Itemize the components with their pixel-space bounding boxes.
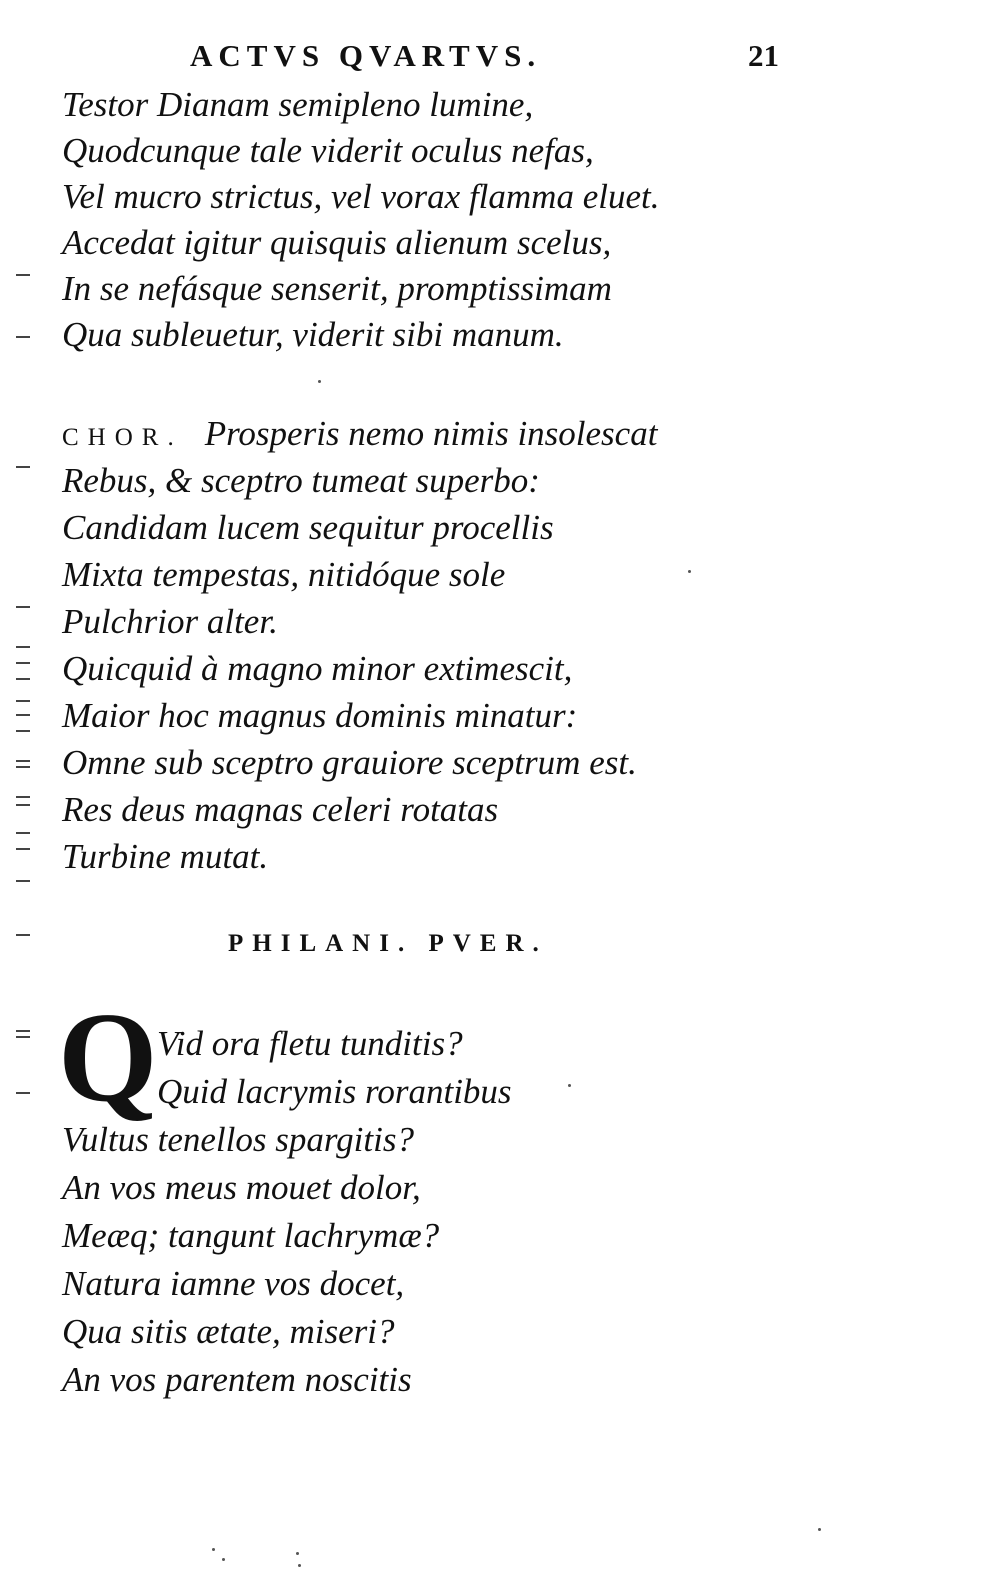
verse-line: Accedat igitur quisquis alienum scelus, (62, 223, 612, 262)
margin-mark (16, 804, 30, 806)
margin-mark (16, 1030, 30, 1032)
ink-speck (222, 1558, 225, 1561)
chorus-block (62, 410, 657, 880)
margin-mark (16, 730, 30, 732)
ink-speck (296, 1552, 299, 1555)
margin-mark (16, 662, 30, 664)
margin-mark (16, 766, 30, 768)
scene-heading: PHILANI. PVER. (228, 930, 548, 957)
ink-speck (298, 1564, 301, 1567)
margin-mark (16, 678, 30, 680)
margin-mark (16, 336, 30, 338)
verse-line: Vultus tenellos spargitis? (62, 1120, 414, 1159)
running-title: ACTVS QVARTVS. (190, 38, 542, 73)
margin-mark (16, 1092, 30, 1094)
margin-mark (16, 880, 30, 882)
margin-mark (16, 760, 30, 762)
verse-line: In se nefásque senserit, promptissimam (62, 269, 612, 308)
verse-line: Candidam lucem sequitur procellis (62, 508, 554, 547)
margin-mark (16, 714, 30, 716)
ink-speck (318, 380, 321, 383)
margin-mark (16, 466, 30, 468)
verse-line: Turbine mutat. (62, 837, 269, 876)
verse-line: Quicquid à magno minor extimescit, (62, 649, 573, 688)
verse-line: Quid lacrymis rorantibus (157, 1072, 512, 1111)
verse-block-1 (62, 82, 659, 358)
verse-line: Qua subleuetur, viderit sibi manum. (62, 315, 564, 354)
ink-speck (818, 1528, 821, 1531)
dropcap: Q (58, 986, 158, 1128)
margin-mark (16, 606, 30, 608)
verse-line: Mixta tempestas, nitidóque sole (62, 555, 506, 594)
verse-line: Pulchrior alter. (62, 602, 278, 641)
verse-line: Quodcunque tale viderit oculus nefas, (62, 131, 594, 170)
verse-line: Natura iamne vos docet, (62, 1264, 405, 1303)
verse-line: Rebus, & sceptro tumeat superbo: (62, 461, 540, 500)
ink-speck (568, 1084, 571, 1087)
verse-line: Vel mucro strictus, vel vorax flamma eluet. (62, 177, 660, 216)
verse-line: An vos parentem noscitis (62, 1360, 412, 1399)
margin-mark (16, 832, 30, 834)
ink-speck (688, 570, 691, 573)
verse-text: Prosperis nemo nimis insolescat (204, 414, 658, 453)
margin-mark (16, 1036, 30, 1038)
margin-mark (16, 700, 30, 702)
verse-line: An vos meus mouet dolor, (62, 1168, 421, 1207)
verse-line: Vid ora fletu tunditis? (157, 1024, 463, 1063)
margin-mark (16, 274, 30, 276)
margin-mark (16, 796, 30, 798)
verse-line: Testor Dianam semipleno lumine, (62, 85, 534, 124)
margin-mark (16, 646, 30, 648)
speaker-label: CHOR. (62, 424, 183, 451)
verse-line: Maior hoc magnus dominis minatur: (62, 696, 578, 735)
margin-ruling-marks (16, 0, 42, 1585)
verse-line: Qua sitis ætate, miseri? (62, 1312, 395, 1351)
margin-mark (16, 934, 30, 936)
verse-line: Omne sub sceptro grauiore sceptrum est. (62, 743, 637, 782)
verse-line: Res deus magnas celeri rotatas (62, 790, 499, 829)
ink-speck (212, 1548, 215, 1551)
page-number: 21 (748, 38, 779, 73)
scene-verse-block (62, 1020, 512, 1404)
verse-line (62, 410, 657, 457)
verse-line: Meæq; tangunt lachrymæ? (62, 1216, 440, 1255)
margin-mark (16, 848, 30, 850)
